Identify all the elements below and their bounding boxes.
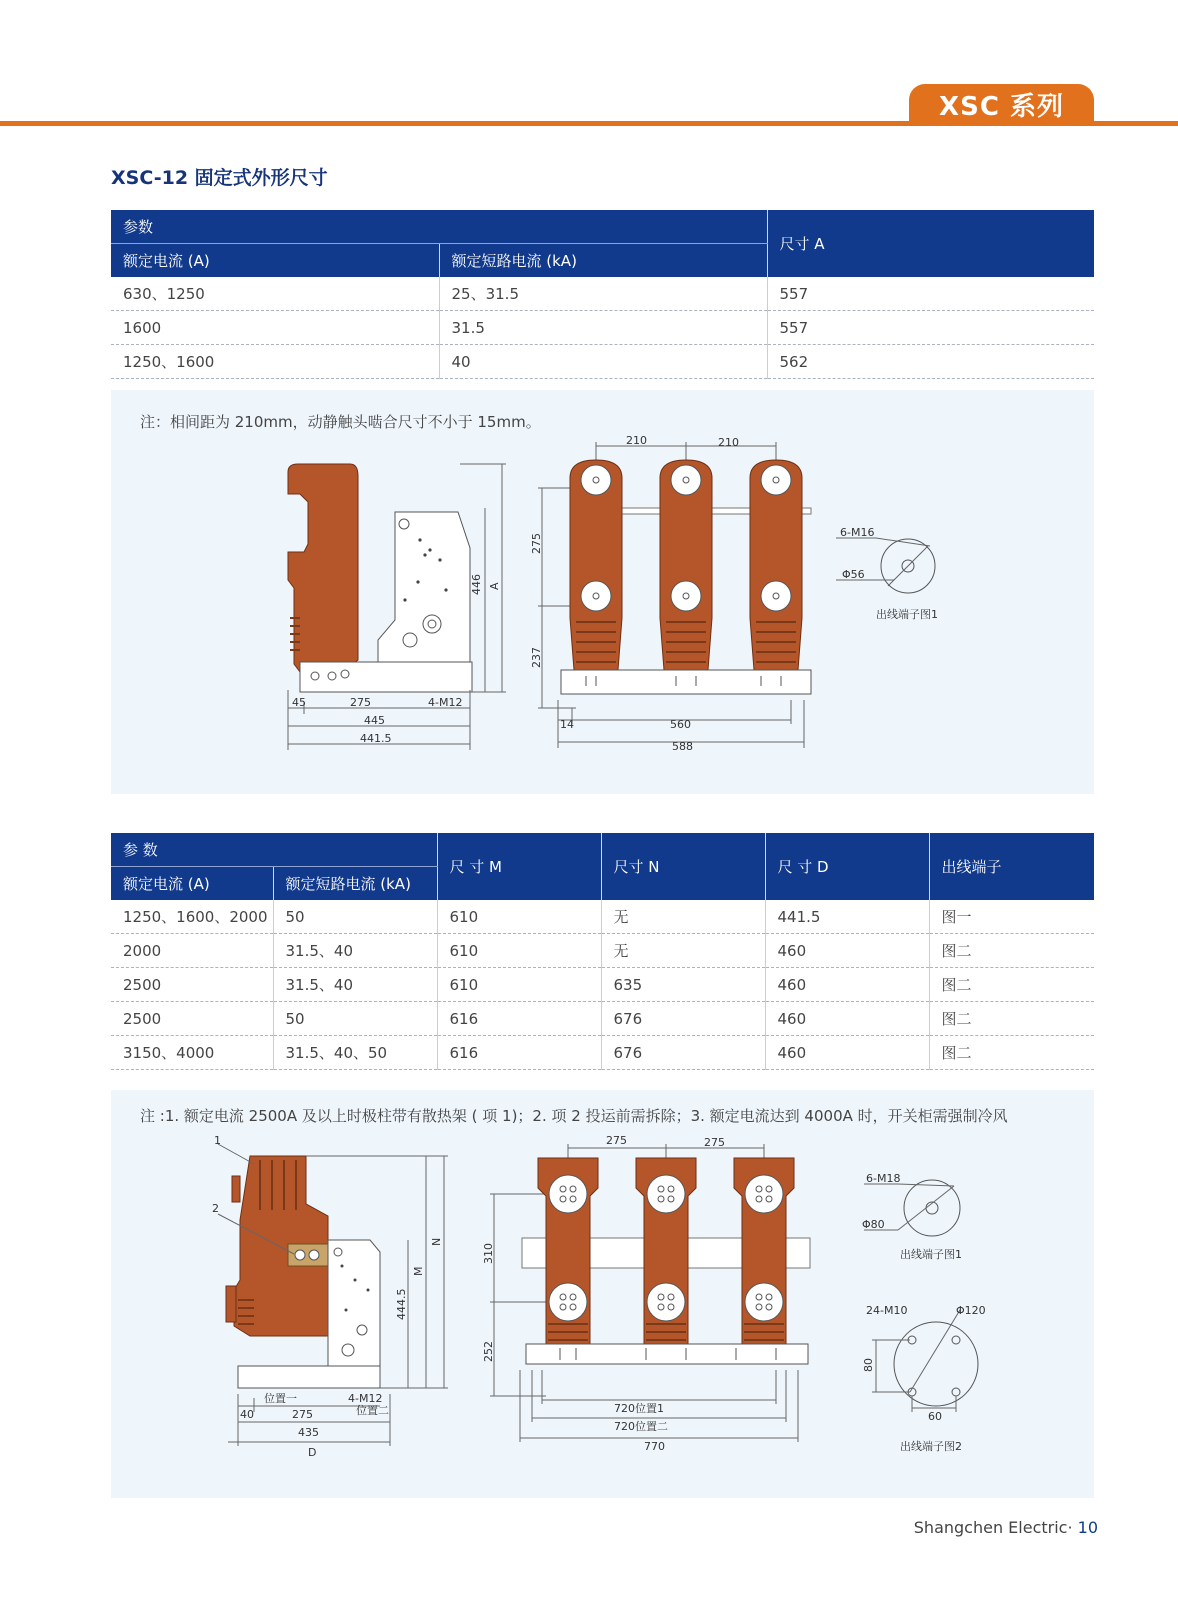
table-row: 2500 31.5、40 610 635 460 图二 — [111, 968, 1094, 1002]
dim-275-ba: 275 — [606, 1134, 627, 1147]
table1-group-header: 参数 — [111, 210, 767, 243]
dim-310: 310 — [482, 1243, 495, 1264]
terminal-diagram-2 — [862, 1300, 1002, 1460]
dim-720-pos1: 720位置1 — [614, 1402, 664, 1415]
pole-b-1 — [538, 1158, 598, 1344]
page-number: 10 — [1077, 1518, 1098, 1537]
pole-2 — [660, 460, 712, 670]
dim-770: 770 — [644, 1440, 665, 1453]
table2-col-m: 尺 寸 M — [437, 833, 601, 900]
terminal-caption-1b: 出线端子图1 — [900, 1248, 962, 1261]
dim-40: 40 — [240, 1408, 254, 1421]
table-row: 630、1250 25、31.5 557 — [111, 277, 1094, 311]
table2-group-header: 参 数 — [111, 833, 437, 866]
terminal-phi120: Φ120 — [956, 1304, 986, 1317]
table-row: 2000 31.5、40 610 无 460 图二 — [111, 934, 1094, 968]
terminal-caption-2: 出线端子图2 — [900, 1440, 962, 1453]
table-row: 1250、1600 40 562 — [111, 345, 1094, 379]
table1-col-short: 额定短路电流 (kA) — [439, 243, 767, 277]
table-row: 2500 50 616 676 460 图二 — [111, 1002, 1094, 1036]
dim-45: 45 — [292, 696, 306, 709]
footer-brand: Shangchen Electric· — [913, 1518, 1073, 1537]
table2-col-current: 额定电流 (A) — [111, 866, 273, 900]
terminal-m18: 6-M18 — [866, 1172, 901, 1185]
table2-col-short: 额定短路电流 (kA) — [273, 866, 437, 900]
table2-col-n: 尺寸 N — [601, 833, 765, 900]
terminal-m16: 6-M16 — [840, 526, 875, 539]
dim-275: 275 — [350, 696, 371, 709]
terminal-caption-1a: 出线端子图1 — [876, 608, 938, 621]
table-row: 3150、4000 31.5、40、50 616 676 460 图二 — [111, 1036, 1094, 1070]
dim-446: 446 — [470, 574, 483, 595]
dimension-table-a — [111, 210, 1094, 379]
dim-441-5: 441.5 — [360, 732, 392, 745]
note-a: 注：相间距为 210mm，动静触头啮合尺寸不小于 15mm。 — [140, 413, 541, 431]
terminal-phi56: Φ56 — [842, 568, 865, 581]
dim-n: N — [430, 1237, 443, 1246]
table1-col-a: 尺寸 A — [767, 210, 1094, 277]
dim-60: 60 — [928, 1410, 942, 1423]
dim-d: D — [308, 1446, 317, 1459]
dim-275-bb: 275 — [704, 1136, 725, 1149]
table2-col-terminal: 出线端子 — [929, 833, 1094, 900]
terminal-diagram-1a — [832, 528, 962, 628]
pole-1 — [570, 460, 622, 670]
dim-210-a: 210 — [626, 434, 647, 447]
dim-560: 560 — [670, 718, 691, 731]
dim-4m12: 4-M12 — [428, 696, 463, 709]
pole-b-2 — [636, 1158, 696, 1344]
section-title: XSC-12 固定式外形尺寸 — [111, 167, 328, 189]
pole-b-3 — [734, 1158, 794, 1344]
side-view-drawing-b — [210, 1134, 460, 1475]
series-tab: XSC 系列 — [909, 84, 1094, 124]
table2-col-d: 尺 寸 D — [765, 833, 929, 900]
dimension-table-m — [111, 833, 1094, 1070]
footer — [914, 1518, 1098, 1537]
dim-275-b: 275 — [292, 1408, 313, 1421]
front-view-drawing-b — [482, 1134, 826, 1474]
label-position-2: 位置二 — [356, 1404, 389, 1417]
item-2-label: 2 — [212, 1202, 219, 1215]
table-row: 1600 31.5 557 — [111, 311, 1094, 345]
dim-m: M — [412, 1266, 425, 1276]
dim-210-b: 210 — [718, 436, 739, 449]
pole-3 — [750, 460, 802, 670]
dim-252: 252 — [482, 1341, 495, 1362]
label-position-1: 位置一 — [264, 1392, 297, 1405]
dim-588: 588 — [672, 740, 693, 753]
front-view-drawing-a — [530, 434, 826, 763]
dim-80: 80 — [862, 1358, 875, 1372]
side-view-drawing-a — [270, 440, 530, 770]
terminal-m10: 24-M10 — [866, 1304, 908, 1317]
dim-435: 435 — [298, 1426, 319, 1439]
dim-14: 14 — [560, 718, 574, 731]
note-b: 注 :1. 额定电流 2500A 及以上时极柱带有散热架 ( 项 1)；2. 项 2 投运前需拆除；3. 额定电流达到 4000A 时，开关柜需强制冷风 — [140, 1107, 1008, 1125]
item-1-label: 1 — [214, 1134, 221, 1147]
terminal-phi80: Φ80 — [862, 1218, 885, 1231]
dim-720-pos2: 720位置二 — [614, 1420, 668, 1433]
dim-a: A — [488, 582, 501, 590]
dim-237: 237 — [530, 647, 543, 668]
dim-445: 445 — [364, 714, 385, 727]
table-row: 1250、1600、2000 50 610 无 441.5 图一 — [111, 900, 1094, 934]
terminal-diagram-1b — [858, 1172, 988, 1272]
table1-col-current: 额定电流 (A) — [111, 243, 439, 277]
dim-275-v: 275 — [530, 533, 543, 554]
dim-4m12-b: 4-M12 — [348, 1392, 383, 1405]
dim-444-5: 444.5 — [395, 1288, 408, 1320]
